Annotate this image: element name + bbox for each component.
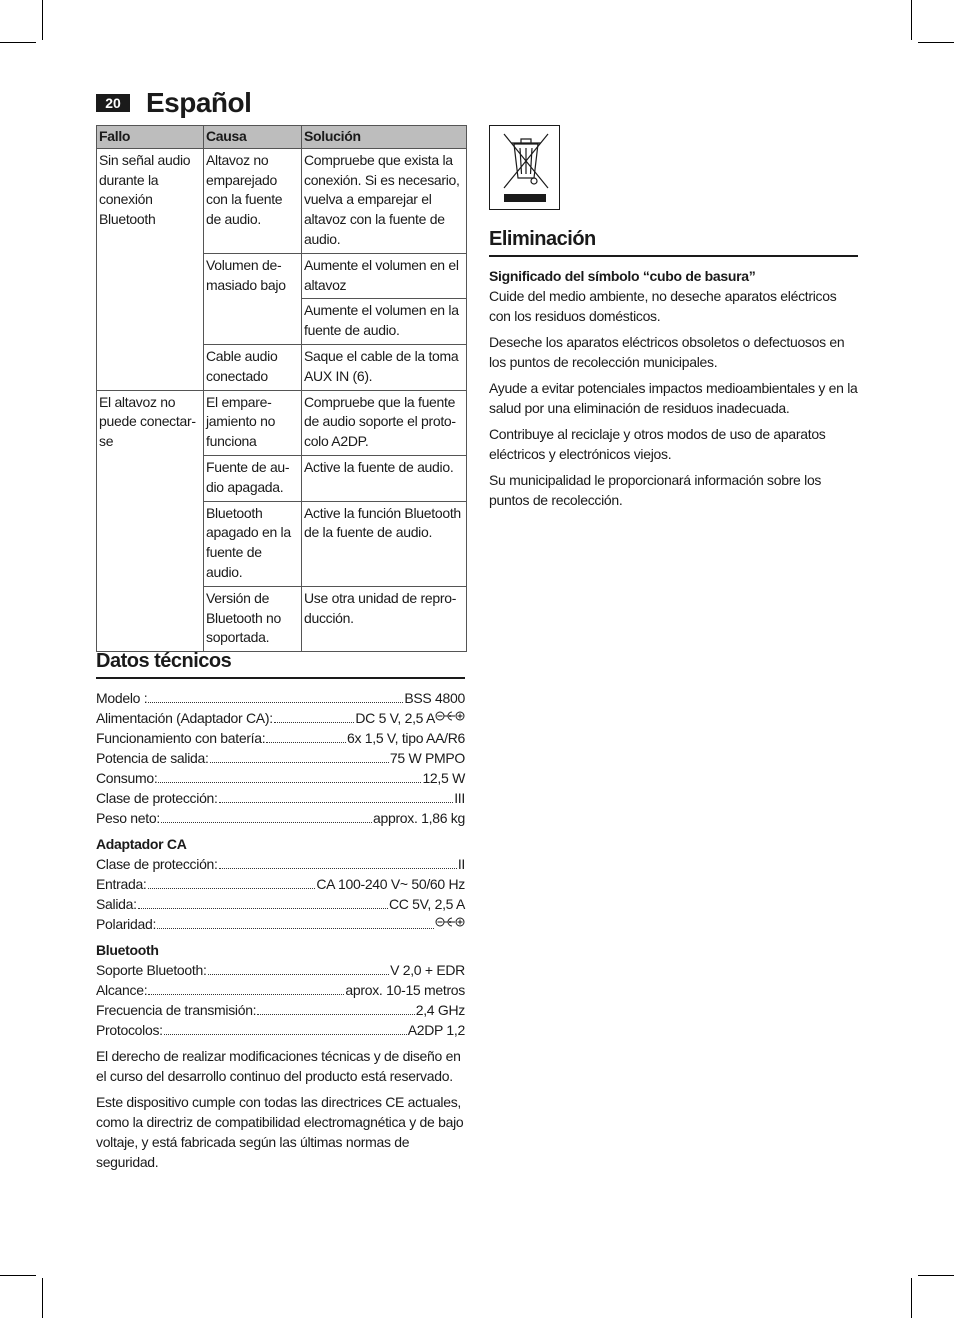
tech-data-section — [96, 688, 465, 1172]
spec-row — [96, 854, 465, 874]
spec-label: Entrada: — [96, 876, 147, 892]
page-title: Español — [146, 87, 252, 118]
spec-value: BSS 4800 — [404, 690, 465, 706]
solution-cell: Active la fuente de audio. — [302, 455, 467, 501]
adapter-subheading: Adaptador CA — [96, 836, 187, 852]
spec-row — [96, 728, 465, 748]
leader-dots — [210, 762, 389, 763]
spec-label: Protocolos: — [96, 1022, 163, 1038]
solution-cell: Aumente el volumen en el altavoz — [302, 253, 467, 299]
solution-cell: Aumente el volumen en la fuente de audio. — [302, 299, 467, 345]
spec-row — [96, 808, 465, 828]
tech-data-heading: Datos técnicos — [96, 650, 465, 679]
cause-cell: Volumen demasiado bajo — [204, 253, 302, 344]
crop-mark — [0, 42, 36, 43]
spec-label: Frecuencia de transmisión: — [96, 1002, 257, 1018]
spec-value: 2,4 GHz — [415, 1002, 465, 1018]
solution-cell: Compruebe que la fuente de audio soporte el protocolo A2DP. — [302, 390, 467, 455]
leader-dots — [138, 908, 388, 909]
column-header-cause: Causa — [204, 126, 302, 149]
solution-cell: Use otra unidad de reproducción. — [302, 586, 467, 651]
spec-row — [96, 788, 465, 808]
leader-dots — [157, 928, 434, 929]
leader-dots — [164, 1034, 407, 1035]
leader-dots — [219, 802, 454, 803]
spec-value: 75 W PMPO — [389, 750, 465, 766]
cause-cell: Altavoz no emparejado con la fuente de audio. — [204, 148, 302, 253]
spec-value: II — [457, 856, 465, 872]
leader-dots — [148, 888, 316, 889]
leader-dots — [274, 722, 355, 723]
spec-value: CC 5V, 2,5 A — [388, 896, 465, 912]
spec-row — [96, 960, 465, 980]
spec-value: 6x 1,5 V, tipo AA/R6 — [346, 730, 465, 746]
spec-label: Modelo : — [96, 690, 148, 706]
spec-row — [96, 1020, 465, 1040]
disposal-section — [489, 266, 858, 516]
disposal-paragraph: Su municipalidad le proporcionará información sobre los puntos de recolección. — [489, 472, 822, 508]
spec-label: Alimentación (Adaptador CA): — [96, 710, 273, 726]
solution-cell: Saque el cable de la toma AUX IN (6). — [302, 344, 467, 390]
cause-cell: El emparejamiento no funciona — [204, 390, 302, 455]
spec-label: Soporte Bluetooth: — [96, 962, 207, 978]
disposal-paragraph: Deseche los aparatos eléctricos obsoletos o defectuosos en los puntos de recolección municipales. — [489, 334, 845, 370]
disposal-paragraph: Contribuye al reciclaje y otros modos de uso de aparatos eléctricos y electrónicos viejos. — [489, 426, 826, 462]
leader-dots — [219, 868, 457, 869]
solution-cell: Active la función Bluetooth de la fuente de audio. — [302, 501, 467, 586]
spec-row — [96, 980, 465, 1000]
crop-mark — [918, 42, 954, 43]
cause-cell: Bluetooth apagado en la fuente de audio. — [204, 501, 302, 586]
spec-value: V 2,0 + EDR — [390, 962, 465, 978]
table-row — [97, 148, 467, 253]
leader-dots — [148, 994, 344, 995]
cause-cell: Cable audio conectado — [204, 344, 302, 390]
disposal-paragraph: Ayude a evitar potenciales impactos medioambientales y en la salud por una eliminación de residuos inadecuada. — [489, 380, 858, 416]
spec-label: Funcionamiento con batería: — [96, 730, 266, 746]
spec-label: Consumo: — [96, 770, 158, 786]
crop-mark — [42, 1278, 43, 1318]
spec-value: DC 5 V, 2,5 A — [355, 710, 435, 726]
cause-cell: Fuente de audio apagada. — [204, 455, 302, 501]
leader-dots — [148, 702, 403, 703]
leader-dots — [257, 1014, 414, 1015]
leader-dots — [161, 822, 372, 823]
spec-label: Potencia de salida: — [96, 750, 209, 766]
crop-mark — [911, 0, 912, 40]
crop-mark — [918, 1275, 954, 1276]
spec-value: aprox. 10-15 metros — [345, 982, 465, 998]
spec-value: A2DP 1,2 — [407, 1022, 465, 1038]
leader-dots — [208, 974, 390, 975]
polarity-icon — [435, 708, 465, 728]
leader-dots — [266, 742, 346, 743]
table-header-row — [97, 126, 467, 149]
crossed-out-wheelie-bin-icon — [489, 125, 560, 210]
note-paragraph: Este dispositivo cumple con todas las directrices CE actuales, como la directriz de compatibilidad electromagnética y de bajo voltaje, y está fabricada según las últimas normas de seguridad. — [96, 1094, 464, 1170]
spec-label: Clase de protección: — [96, 790, 218, 806]
spec-label: Clase de protección: — [96, 856, 218, 872]
spec-label: Polaridad: — [96, 916, 157, 932]
disposal-subheading: Significado del símbolo “cubo de basura” — [489, 268, 756, 284]
fault-cell: Sin señal audio durante la conexión Bluetooth — [97, 148, 204, 390]
spec-value: 12,5 W — [422, 770, 465, 786]
crop-mark — [0, 1275, 36, 1276]
spec-value: III — [454, 790, 465, 806]
spec-row — [96, 894, 465, 914]
crop-mark — [911, 1278, 912, 1318]
spec-row — [96, 1000, 465, 1020]
spec-value: CA 100-240 V~ 50/60 Hz — [316, 876, 465, 892]
spec-label: Alcance: — [96, 982, 148, 998]
solution-cell: Compruebe que exista la conexión. Si es necesario, vuelva a emparejar el altavoz con la fuente de audio. — [302, 148, 467, 253]
spec-row — [96, 914, 465, 934]
bluetooth-subheading: Bluetooth — [96, 942, 159, 958]
leader-dots — [158, 782, 421, 783]
disposal-paragraph: Cuide del medio ambiente, no deseche aparatos eléctricos con los residuos domésticos. — [489, 288, 837, 324]
page-number: 20 — [96, 94, 130, 112]
spec-label: Salida: — [96, 896, 137, 912]
spec-row — [96, 874, 465, 894]
table-row — [97, 390, 467, 455]
column-header-fault: Fallo — [97, 126, 204, 149]
note-paragraph: El derecho de realizar modificaciones técnicas y de diseño en el curso del desarrollo continuo del producto está reservado. — [96, 1048, 461, 1084]
spec-row — [96, 768, 465, 788]
spec-row — [96, 708, 465, 728]
fault-cell: El altavoz no puede conectarse — [97, 390, 204, 652]
troubleshooting-table — [96, 125, 467, 652]
spec-row — [96, 688, 465, 708]
polarity-icon — [435, 914, 465, 934]
column-header-solution: Solución — [302, 126, 467, 149]
cause-cell: Versión de Bluetooth no soportada. — [204, 586, 302, 651]
disposal-heading: Eliminación — [489, 228, 858, 257]
spec-value: approx. 1,86 kg — [372, 810, 465, 826]
crop-mark — [42, 0, 43, 40]
spec-row — [96, 748, 465, 768]
spec-label: Peso neto: — [96, 810, 160, 826]
